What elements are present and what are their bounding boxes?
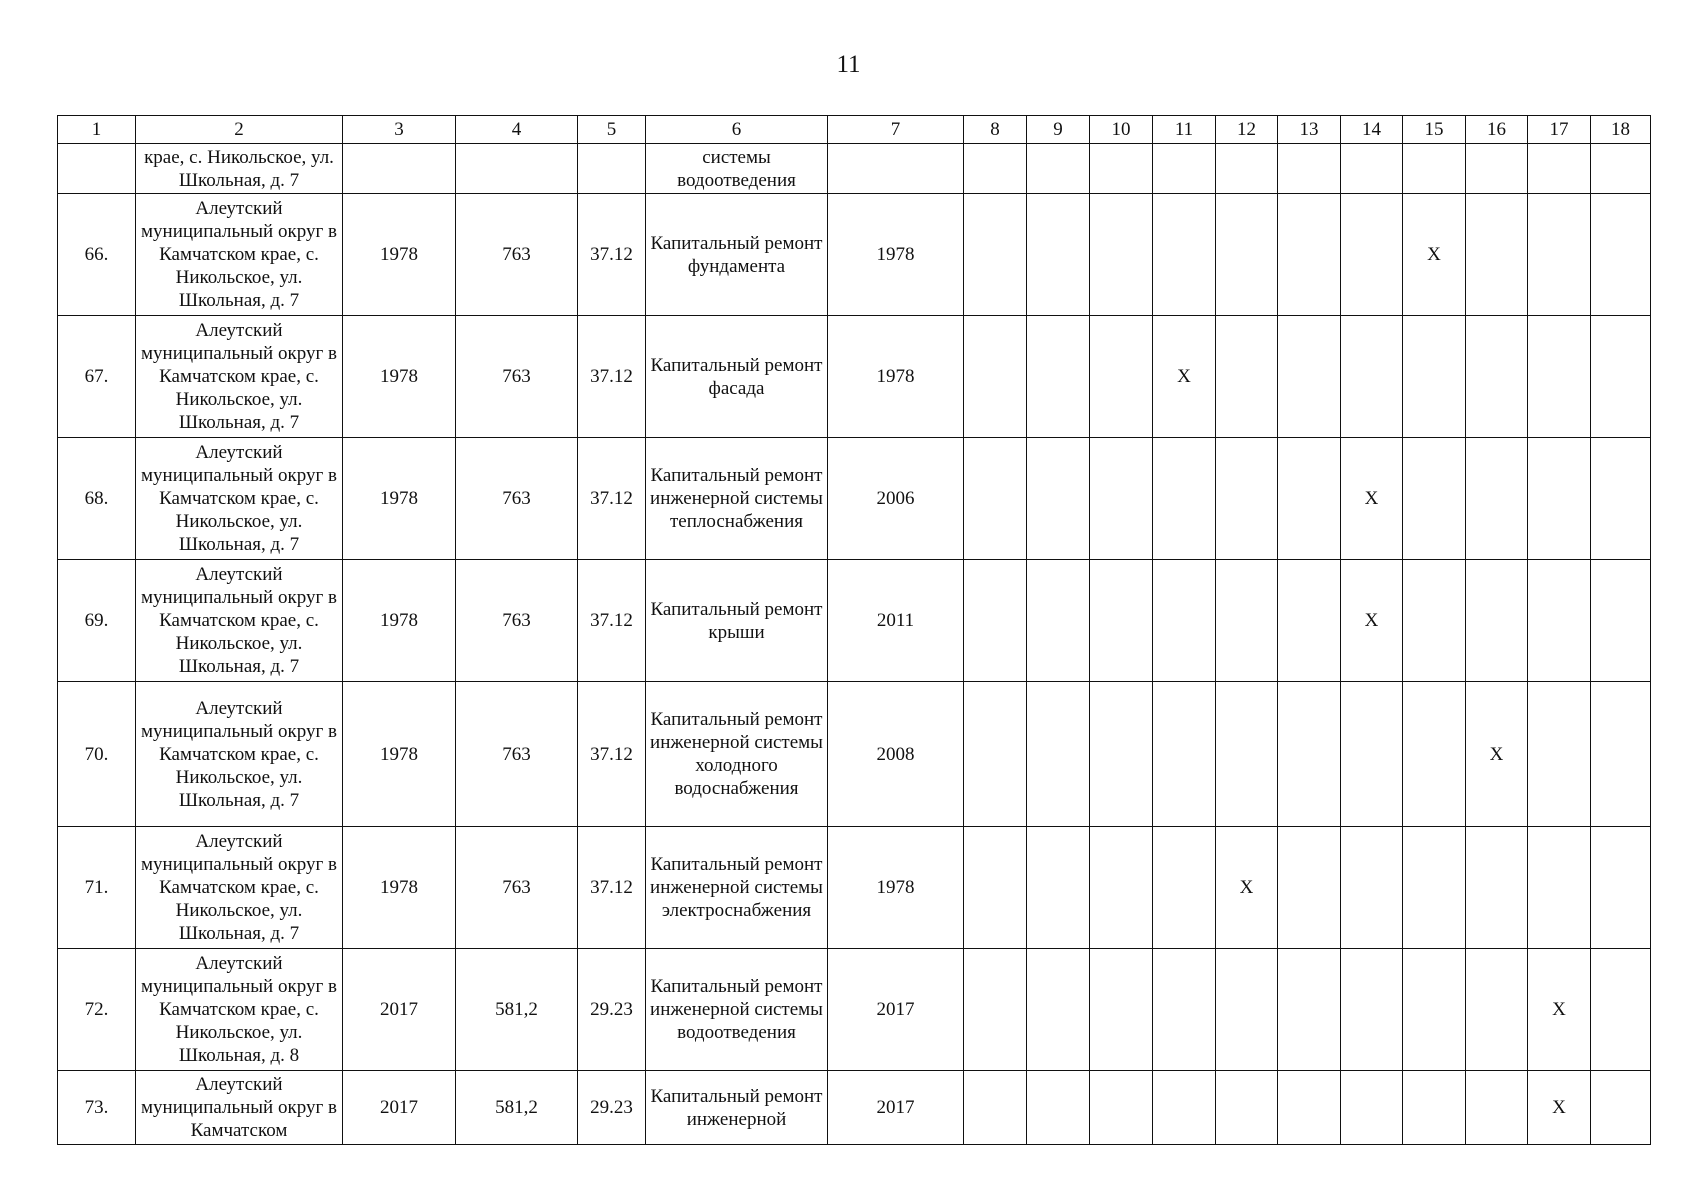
cell-col-12 bbox=[1216, 438, 1278, 560]
cell-last-repair: 1978 bbox=[828, 316, 964, 438]
cell-col-11 bbox=[1153, 682, 1216, 827]
cell-col-15 bbox=[1403, 560, 1466, 682]
cell-area: 763 bbox=[456, 682, 578, 827]
cell-col-10 bbox=[1090, 1071, 1153, 1145]
cell-col-9 bbox=[1027, 949, 1090, 1071]
cell-col-17 bbox=[1528, 560, 1591, 682]
cell-col-12 bbox=[1216, 1071, 1278, 1145]
cell-col-9 bbox=[1027, 438, 1090, 560]
cell-col-8 bbox=[964, 194, 1027, 316]
header-cell-18: 18 bbox=[1591, 116, 1651, 144]
cell-col-12 bbox=[1216, 144, 1278, 194]
header-cell-9: 9 bbox=[1027, 116, 1090, 144]
cell-last-repair: 2008 bbox=[828, 682, 964, 827]
header-cell-5: 5 bbox=[578, 116, 646, 144]
cell-col-13 bbox=[1278, 144, 1341, 194]
cell-col-14 bbox=[1341, 144, 1403, 194]
cell-col-17 bbox=[1528, 438, 1591, 560]
mark-cell: X bbox=[1403, 194, 1466, 316]
cell-work: Капитальный ремонт фундамента bbox=[646, 194, 828, 316]
cell-address: Алеутский муниципальный округ в Камчатском крае, с. Никольское, ул. Школьная, д. 7 bbox=[136, 438, 343, 560]
header-cell-2: 2 bbox=[136, 116, 343, 144]
cell-col-12 bbox=[1216, 682, 1278, 827]
cell-no: 69. bbox=[58, 560, 136, 682]
cell-col-15 bbox=[1403, 1071, 1466, 1145]
header-cell-3: 3 bbox=[343, 116, 456, 144]
cell-col-13 bbox=[1278, 949, 1341, 1071]
cell-col-14 bbox=[1341, 316, 1403, 438]
cell-address: Алеутский муниципальный округ в Камчатском крае, с. Никольское, ул. Школьная, д. 7 bbox=[136, 316, 343, 438]
cell-col-9 bbox=[1027, 194, 1090, 316]
cell-col-16 bbox=[1466, 949, 1528, 1071]
mark-cell: X bbox=[1528, 1071, 1591, 1145]
cell-year: 1978 bbox=[343, 194, 456, 316]
cell-col-10 bbox=[1090, 194, 1153, 316]
cell-wear: 37.12 bbox=[578, 438, 646, 560]
cell-col-14 bbox=[1341, 827, 1403, 949]
cell-col-9 bbox=[1027, 144, 1090, 194]
cell-col-12 bbox=[1216, 560, 1278, 682]
cell-wear: 37.12 bbox=[578, 194, 646, 316]
cell-address: Алеутский муниципальный округ в Камчатском крае, с. Никольское, ул. Школьная, д. 8 bbox=[136, 949, 343, 1071]
cell-col-12 bbox=[1216, 194, 1278, 316]
cell-last-repair: 2017 bbox=[828, 1071, 964, 1145]
cell-col-13 bbox=[1278, 682, 1341, 827]
cell-col-12 bbox=[1216, 316, 1278, 438]
cell-col-11 bbox=[1153, 1071, 1216, 1145]
cell-col-18 bbox=[1591, 682, 1651, 827]
mark-cell: X bbox=[1341, 560, 1403, 682]
cell-col-16 bbox=[1466, 1071, 1528, 1145]
repair-registry-table bbox=[57, 115, 1651, 1145]
cell-col-11 bbox=[1153, 438, 1216, 560]
cell-address: Алеутский муниципальный округ в Камчатском крае, с. Никольское, ул. Школьная, д. 7 bbox=[136, 827, 343, 949]
table-row bbox=[58, 194, 1651, 316]
cell-last-repair: 2006 bbox=[828, 438, 964, 560]
header-cell-12: 12 bbox=[1216, 116, 1278, 144]
cell-col-10 bbox=[1090, 144, 1153, 194]
cell-col-16 bbox=[1466, 438, 1528, 560]
cell-col-13 bbox=[1278, 194, 1341, 316]
cell-col-11 bbox=[1153, 194, 1216, 316]
cell-last-repair: 1978 bbox=[828, 827, 964, 949]
cell-col-10 bbox=[1090, 560, 1153, 682]
cell-col-17 bbox=[1528, 682, 1591, 827]
cell-area: 763 bbox=[456, 316, 578, 438]
cell-col-10 bbox=[1090, 438, 1153, 560]
cell-col-16 bbox=[1466, 560, 1528, 682]
cell-year: 2017 bbox=[343, 949, 456, 1071]
cell-area: 581,2 bbox=[456, 949, 578, 1071]
cell-col-10 bbox=[1090, 949, 1153, 1071]
table-row bbox=[58, 1071, 1651, 1145]
cell-col-18 bbox=[1591, 1071, 1651, 1145]
cell-col-15 bbox=[1403, 949, 1466, 1071]
cell-col-14 bbox=[1341, 1071, 1403, 1145]
header-cell-13: 13 bbox=[1278, 116, 1341, 144]
cell-col-9 bbox=[1027, 560, 1090, 682]
continuation-row bbox=[58, 144, 1651, 194]
cell-year: 1978 bbox=[343, 560, 456, 682]
cell-col-9 bbox=[1027, 1071, 1090, 1145]
cell-year bbox=[343, 144, 456, 194]
header-cell-10: 10 bbox=[1090, 116, 1153, 144]
cell-work: Капитальный ремонт инженерной системы водоотведения bbox=[646, 949, 828, 1071]
cell-col-18 bbox=[1591, 438, 1651, 560]
cell-col-8 bbox=[964, 827, 1027, 949]
cell-col-10 bbox=[1090, 827, 1153, 949]
header-cell-16: 16 bbox=[1466, 116, 1528, 144]
header-cell-6: 6 bbox=[646, 116, 828, 144]
cell-col-13 bbox=[1278, 316, 1341, 438]
table-row bbox=[58, 438, 1651, 560]
cell-col-8 bbox=[964, 438, 1027, 560]
cell-area bbox=[456, 144, 578, 194]
cell-address: Алеутский муниципальный округ в Камчатском крае, с. Никольское, ул. Школьная, д. 7 bbox=[136, 682, 343, 827]
cell-col-11 bbox=[1153, 144, 1216, 194]
cell-col-16 bbox=[1466, 194, 1528, 316]
cell-col-18 bbox=[1591, 949, 1651, 1071]
cell-wear bbox=[578, 144, 646, 194]
cell-no bbox=[58, 144, 136, 194]
cell-col-8 bbox=[964, 949, 1027, 1071]
cell-no: 66. bbox=[58, 194, 136, 316]
cell-work: Капитальный ремонт инженерной системы холодного водоснабжения bbox=[646, 682, 828, 827]
cell-col-10 bbox=[1090, 682, 1153, 827]
table-row bbox=[58, 827, 1651, 949]
table-row bbox=[58, 682, 1651, 827]
cell-area: 763 bbox=[456, 438, 578, 560]
header-cell-11: 11 bbox=[1153, 116, 1216, 144]
cell-no: 73. bbox=[58, 1071, 136, 1145]
header-cell-14: 14 bbox=[1341, 116, 1403, 144]
cell-col-17 bbox=[1528, 144, 1591, 194]
cell-col-10 bbox=[1090, 316, 1153, 438]
cell-no: 68. bbox=[58, 438, 136, 560]
page-number: 11 bbox=[836, 51, 861, 78]
cell-no: 71. bbox=[58, 827, 136, 949]
cell-wear: 37.12 bbox=[578, 682, 646, 827]
cell-year: 2017 bbox=[343, 1071, 456, 1145]
cell-col-15 bbox=[1403, 827, 1466, 949]
cell-col-8 bbox=[964, 560, 1027, 682]
cell-col-8 bbox=[964, 682, 1027, 827]
cell-col-14 bbox=[1341, 949, 1403, 1071]
cell-col-16 bbox=[1466, 144, 1528, 194]
cell-work: Капитальный ремонт крыши bbox=[646, 560, 828, 682]
cell-col-17 bbox=[1528, 316, 1591, 438]
cell-area: 581,2 bbox=[456, 1071, 578, 1145]
table-row bbox=[58, 949, 1651, 1071]
cell-last-repair: 1978 bbox=[828, 194, 964, 316]
cell-address: крае, с. Никольское, ул. Школьная, д. 7 bbox=[136, 144, 343, 194]
cell-area: 763 bbox=[456, 827, 578, 949]
cell-work: Капитальный ремонт фасада bbox=[646, 316, 828, 438]
cell-col-8 bbox=[964, 144, 1027, 194]
cell-col-17 bbox=[1528, 827, 1591, 949]
cell-last-repair: 2017 bbox=[828, 949, 964, 1071]
table-row bbox=[58, 560, 1651, 682]
cell-col-15 bbox=[1403, 682, 1466, 827]
cell-year: 1978 bbox=[343, 682, 456, 827]
cell-no: 67. bbox=[58, 316, 136, 438]
table-row bbox=[58, 316, 1651, 438]
cell-wear: 29.23 bbox=[578, 1071, 646, 1145]
cell-col-18 bbox=[1591, 316, 1651, 438]
mark-cell: X bbox=[1153, 316, 1216, 438]
cell-col-13 bbox=[1278, 560, 1341, 682]
header-cell-4: 4 bbox=[456, 116, 578, 144]
cell-col-9 bbox=[1027, 682, 1090, 827]
cell-address: Алеутский муниципальный округ в Камчатском крае, с. Никольское, ул. Школьная, д. 7 bbox=[136, 194, 343, 316]
header-cell-15: 15 bbox=[1403, 116, 1466, 144]
cell-wear: 29.23 bbox=[578, 949, 646, 1071]
header-cell-17: 17 bbox=[1528, 116, 1591, 144]
cell-col-9 bbox=[1027, 827, 1090, 949]
mark-cell: X bbox=[1341, 438, 1403, 560]
cell-col-16 bbox=[1466, 316, 1528, 438]
cell-last-repair: 2011 bbox=[828, 560, 964, 682]
cell-wear: 37.12 bbox=[578, 827, 646, 949]
cell-last-repair bbox=[828, 144, 964, 194]
cell-year: 1978 bbox=[343, 316, 456, 438]
cell-col-12 bbox=[1216, 949, 1278, 1071]
cell-area: 763 bbox=[456, 560, 578, 682]
cell-col-18 bbox=[1591, 144, 1651, 194]
cell-work: Капитальный ремонт инженерной системы теплоснабжения bbox=[646, 438, 828, 560]
cell-work: Капитальный ремонт инженерной bbox=[646, 1071, 828, 1145]
cell-work: Капитальный ремонт инженерной системы электроснабжения bbox=[646, 827, 828, 949]
header-cell-8: 8 bbox=[964, 116, 1027, 144]
cell-address: Алеутский муниципальный округ в Камчатском bbox=[136, 1071, 343, 1145]
cell-col-9 bbox=[1027, 316, 1090, 438]
cell-wear: 37.12 bbox=[578, 560, 646, 682]
mark-cell: X bbox=[1216, 827, 1278, 949]
cell-work: системы водоотведения bbox=[646, 144, 828, 194]
cell-no: 72. bbox=[58, 949, 136, 1071]
cell-year: 1978 bbox=[343, 438, 456, 560]
cell-col-17 bbox=[1528, 194, 1591, 316]
cell-col-14 bbox=[1341, 194, 1403, 316]
cell-col-16 bbox=[1466, 827, 1528, 949]
cell-col-11 bbox=[1153, 949, 1216, 1071]
cell-col-11 bbox=[1153, 560, 1216, 682]
cell-no: 70. bbox=[58, 682, 136, 827]
cell-col-11 bbox=[1153, 827, 1216, 949]
cell-year: 1978 bbox=[343, 827, 456, 949]
cell-col-18 bbox=[1591, 827, 1651, 949]
table-header-row bbox=[58, 116, 1651, 144]
cell-col-13 bbox=[1278, 1071, 1341, 1145]
cell-col-13 bbox=[1278, 827, 1341, 949]
cell-col-15 bbox=[1403, 144, 1466, 194]
cell-col-14 bbox=[1341, 682, 1403, 827]
cell-col-8 bbox=[964, 1071, 1027, 1145]
cell-wear: 37.12 bbox=[578, 316, 646, 438]
mark-cell: X bbox=[1466, 682, 1528, 827]
header-cell-7: 7 bbox=[828, 116, 964, 144]
cell-col-18 bbox=[1591, 194, 1651, 316]
cell-col-13 bbox=[1278, 438, 1341, 560]
cell-area: 763 bbox=[456, 194, 578, 316]
cell-col-18 bbox=[1591, 560, 1651, 682]
cell-col-15 bbox=[1403, 316, 1466, 438]
mark-cell: X bbox=[1528, 949, 1591, 1071]
cell-address: Алеутский муниципальный округ в Камчатском крае, с. Никольское, ул. Школьная, д. 7 bbox=[136, 560, 343, 682]
cell-col-15 bbox=[1403, 438, 1466, 560]
cell-col-8 bbox=[964, 316, 1027, 438]
header-cell-1: 1 bbox=[58, 116, 136, 144]
